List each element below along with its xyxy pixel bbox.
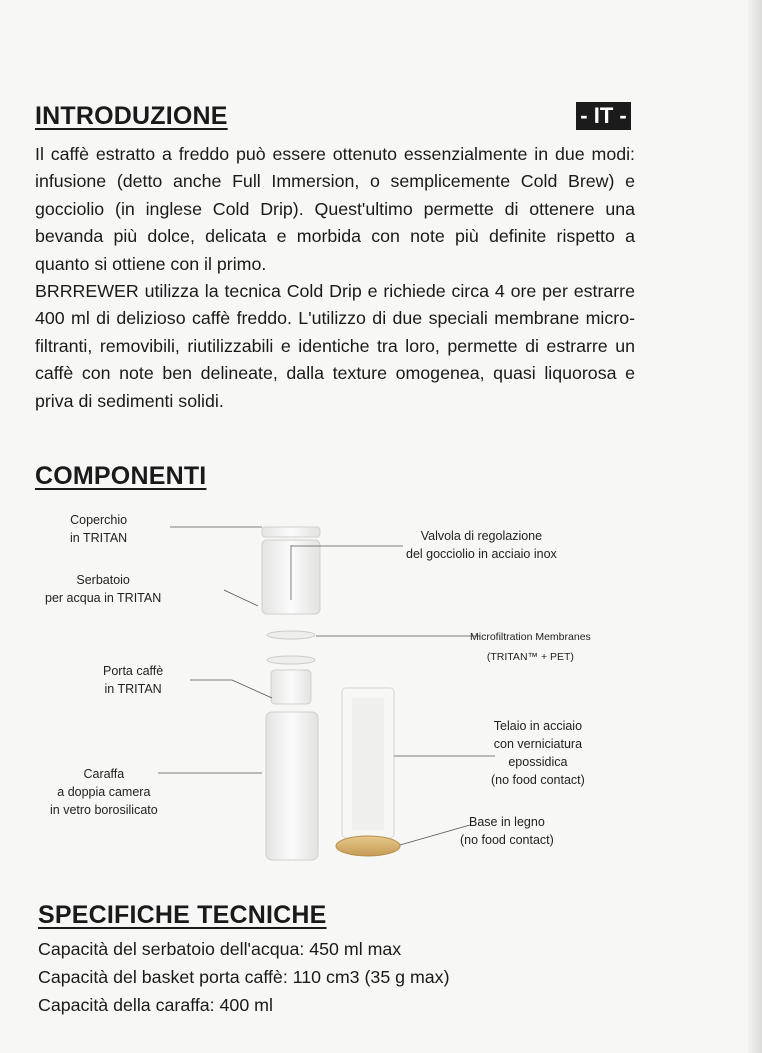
components-heading: COMPONENTI — [35, 462, 207, 490]
leader-lines — [158, 527, 495, 845]
language-badge: - IT - — [576, 102, 631, 130]
membrane-bottom — [267, 656, 315, 664]
label-membranes: Microfiltration Membranes (TRITAN™ + PET) — [470, 631, 591, 663]
label-valve: Valvola di regolazione del gocciolio in acciaio inox — [406, 529, 557, 561]
specs-list — [38, 935, 450, 1019]
spec-item: Capacità del serbatoio dell'acqua: 450 ml max — [38, 939, 402, 959]
membrane-top — [267, 631, 315, 639]
intro-paragraph-1: Il caffè estratto a freddo può essere ottenuto essenzialmente in due modi: infusione (detto anche Full Immersion, o semplicemente Cold Brew) e gocciolio (in inglese Cold Drip). Quest'ultimo permette di ottenere una bevanda più dolce, delicata e morbida con note più definite rispetto a quanto si ottiene con il primo. — [35, 144, 635, 274]
spec-item: Capacità della caraffa: 400 ml — [38, 995, 273, 1015]
lid-part — [262, 527, 320, 537]
intro-heading: INTRODUZIONE — [35, 102, 228, 130]
intro-paragraph-2: BRRREWER utilizza la tecnica Cold Drip e richiede circa 4 ore per estrarre 400 ml di delizioso caffè freddo. L'utilizzo di due speciali membrane micro-filtranti, removibili, riutilizzabili e identiche tra loro, permette di estrarre un caffè con note ben delineate, dalla texture omogenea, quasi liquorosa e priva di sedimenti solidi. — [35, 281, 635, 411]
specs-heading: SPECIFICHE TECNICHE — [38, 901, 327, 929]
carafe-part — [266, 712, 318, 860]
wood-base-part — [336, 836, 400, 856]
frame-inner — [352, 698, 384, 830]
basket-part — [271, 670, 311, 704]
label-tank: Serbatoio per acqua in TRITAN — [45, 573, 162, 605]
label-lid: Coperchio in TRITAN — [70, 513, 128, 545]
label-base: Base in legno (no food contact) — [460, 815, 554, 847]
label-basket: Porta caffè in TRITAN — [103, 664, 164, 696]
label-carafe: Caraffa a doppia camera in vetro borosilicato — [50, 767, 158, 817]
label-frame: Telaio in acciaio con verniciatura epossidica (no food contact) — [491, 719, 585, 787]
spec-item: Capacità del basket porta caffè: 110 cm3 (35 g max) — [38, 967, 450, 987]
